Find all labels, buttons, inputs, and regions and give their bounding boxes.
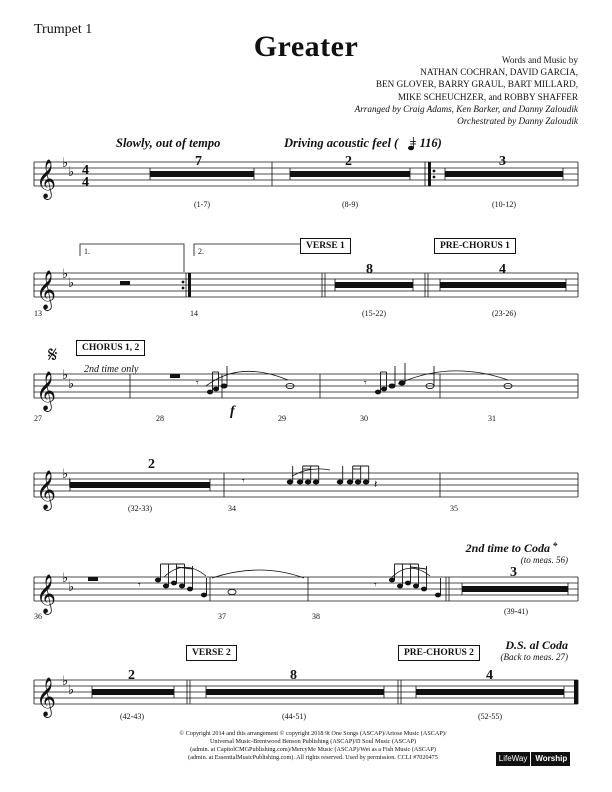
part-name: Trumpet 1 <box>34 22 93 37</box>
rest-count: 4 <box>499 262 506 277</box>
credit-line: MIKE SCHEUCHZER, and ROBBY SHAFFER <box>397 91 578 102</box>
rest-count: 7 <box>195 154 202 169</box>
svg-text:𝄞: 𝄞 <box>36 576 57 613</box>
svg-text:𝄞: 𝄞 <box>36 373 57 410</box>
svg-text:♭: ♭ <box>62 367 69 382</box>
measure-number: 13 <box>34 309 42 318</box>
svg-text:♭: ♭ <box>62 466 69 481</box>
treble-clef-icon <box>36 160 56 718</box>
measure-range: (15-22) <box>362 309 386 318</box>
measure-number: 29 <box>278 414 286 423</box>
measure-range: (39-41) <box>504 607 528 616</box>
rehearsal-verse-1: VERSE 1 <box>300 238 351 254</box>
rehearsal-chorus: CHORUS 1, 2 <box>76 340 145 356</box>
credit-line: BEN GLOVER, BARRY GRAUL, BART MILLARD, <box>375 79 578 90</box>
first-ending-label: 1. <box>84 247 90 256</box>
ds-al-coda: D.S. al Coda <box>505 638 568 652</box>
copyright-line: © Copyright 2014 and this arrangement © copyright 2018 9t One Songs (ASCAP)/Ariose Music (ASCAP)/ <box>179 730 447 737</box>
svg-text:𝄾: 𝄾 <box>364 378 367 389</box>
flat-icon <box>62 155 74 697</box>
logo-left: LifeWay <box>498 754 528 763</box>
rest-count: 4 <box>486 668 493 683</box>
svg-text:♭: ♭ <box>68 376 75 391</box>
rest-count: 2 <box>345 154 352 169</box>
rest-count: 8 <box>290 668 297 683</box>
measure-number: 37 <box>218 612 226 621</box>
svg-text:𝄽: 𝄽 <box>374 479 378 491</box>
rest-count: 3 <box>510 565 517 580</box>
coda-instruction-text: 2nd time to Coda <box>465 541 550 555</box>
svg-text:4: 4 <box>82 163 89 178</box>
tempo-driving-text: Driving acoustic feel ( <box>284 136 399 150</box>
svg-text:𝄞: 𝄞 <box>36 161 57 198</box>
svg-text:♭: ♭ <box>62 570 69 585</box>
svg-text:♭: ♭ <box>68 579 75 594</box>
svg-text:𝄞: 𝄞 <box>36 272 57 309</box>
rehearsal-verse-2: VERSE 2 <box>186 645 237 661</box>
measure-number: 30 <box>360 414 368 423</box>
measure-range: (52-55) <box>478 712 502 721</box>
svg-text:♭: ♭ <box>68 275 75 290</box>
song-title: Greater <box>253 30 359 63</box>
credit-line: NATHAN COCHRAN, DAVID GARCIA, <box>420 67 578 78</box>
svg-text:♭: ♭ <box>62 155 69 170</box>
performance-note: 2nd time only <box>84 364 139 375</box>
svg-text:𝄾: 𝄾 <box>374 580 377 591</box>
logo-right: Worship <box>530 752 567 766</box>
svg-text:𝄞: 𝄞 <box>36 472 57 509</box>
copyright-line: (admin. at CapitolCMGPublishing.com)/MercyMe Music (ASCAP)/Wet as a Fish Music (ASCAP) <box>190 746 436 753</box>
svg-text:♭: ♭ <box>68 682 75 697</box>
svg-text:♭: ♭ <box>62 673 69 688</box>
rest-count: 3 <box>499 154 506 169</box>
tempo-slowly: Slowly, out of tempo <box>116 136 221 150</box>
coda-icon: 𝄌 <box>553 539 558 554</box>
measure-range: (8-9) <box>342 200 358 209</box>
staff-3 <box>34 374 578 398</box>
measure-range: (1-7) <box>194 200 210 209</box>
rest-count: 8 <box>366 262 373 277</box>
copyright-notice <box>148 730 478 762</box>
second-ending-label: 2. <box>198 247 204 256</box>
svg-text:𝄾: 𝄾 <box>196 378 199 389</box>
svg-text:𝄾: 𝄾 <box>242 476 245 487</box>
svg-text:4: 4 <box>82 175 89 190</box>
svg-text:♭: ♭ <box>68 164 75 179</box>
svg-text:♭: ♭ <box>68 475 75 490</box>
rest-count: 2 <box>128 668 135 683</box>
copyright-line: (admin. at EssentialMusicPublishing.com). All rights reserved. Used by permission. CCLI #7020475 <box>188 754 438 761</box>
publisher-logo <box>496 752 570 766</box>
measure-number: 14 <box>190 309 198 318</box>
segno-icon: 𝄋 <box>48 342 58 367</box>
measure-number: 27 <box>34 414 42 423</box>
measure-range: (32-33) <box>128 504 152 513</box>
tempo-bpm: = 116) <box>406 136 442 150</box>
svg-text:♭: ♭ <box>62 266 69 281</box>
measure-range: (10-12) <box>492 200 516 209</box>
rest-count: 2 <box>148 457 155 472</box>
credit-line: Words and Music by <box>501 55 578 65</box>
measure-range: (23-26) <box>492 309 516 318</box>
rehearsal-prechorus-1: PRE-CHORUS 1 <box>434 238 516 254</box>
measure-number: 35 <box>450 504 458 513</box>
measure-range: (42-43) <box>120 712 144 721</box>
svg-text:𝄾: 𝄾 <box>138 580 141 591</box>
ds-al-coda-sub: (Back to meas. 27) <box>500 652 568 662</box>
measure-range: (44-51) <box>282 712 306 721</box>
measure-number: 36 <box>34 612 42 621</box>
coda-instruction-sub: (to meas. 56) <box>520 555 568 565</box>
arranged-by: Arranged by Craig Adams, Ken Barker, and Danny Zaloudik <box>354 103 578 114</box>
copyright-line: Universal Music-Brentwood Benson Publishing (ASCAP)/D Soul Music (ASCAP) <box>209 738 417 745</box>
rehearsal-prechorus-2: PRE-CHORUS 2 <box>398 645 480 661</box>
measure-number: 31 <box>488 414 496 423</box>
svg-text:𝄞: 𝄞 <box>36 679 57 716</box>
measure-number: 28 <box>156 414 164 423</box>
dynamic-marking: f <box>230 404 235 419</box>
measure-number: 38 <box>312 612 320 621</box>
orchestrated-by: Orchestrated by Danny Zaloudik <box>457 116 578 127</box>
coda-instruction <box>466 541 550 556</box>
measure-number: 34 <box>228 504 236 513</box>
tempo-driving <box>284 136 442 151</box>
